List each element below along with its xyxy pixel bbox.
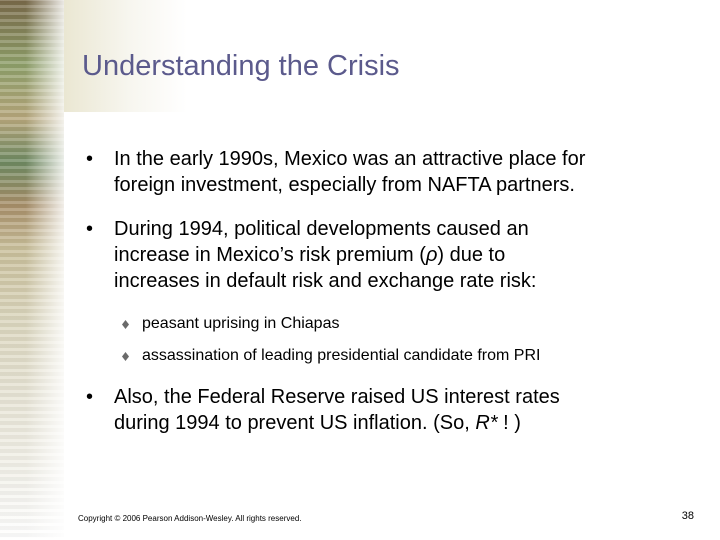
bullet-text — [114, 216, 694, 294]
bullet-text — [114, 384, 694, 436]
bullet-marker: • — [86, 218, 94, 240]
bullet-line-part: during 1994 to prevent US inflation. (So, — [114, 412, 476, 434]
bullet-line-with-variable — [114, 410, 694, 436]
bullet-marker: • — [86, 148, 94, 170]
bullet-line: Also, the Federal Reserve raised US interest rates — [114, 386, 560, 408]
rho-symbol: ρ — [425, 244, 438, 266]
bullet-text — [114, 146, 694, 198]
page-number: 38 — [681, 510, 694, 522]
bullet-item — [86, 146, 706, 198]
bullet-line: In the early 1990s, Mexico was an attractive place for — [114, 148, 586, 170]
bullet-line: increases in default risk and exchange rate risk: — [114, 270, 537, 292]
r-star-variable: R* — [475, 412, 498, 434]
sub-bullet-text: assassination of leading presidential candidate from PRI — [142, 347, 541, 364]
diamond-icon — [122, 320, 129, 329]
bullet-line: foreign investment, especially from NAFTA partners. — [114, 174, 575, 196]
bullet-line-part: ) due to — [437, 244, 506, 266]
bullet-line: During 1994, political developments caused an — [114, 218, 529, 240]
slide-title: Understanding the Crisis — [82, 50, 400, 82]
bullet-line-part: increase in Mexico’s risk premium ( — [114, 244, 426, 266]
bullet-item — [86, 216, 706, 294]
copyright-footer: Copyright © 2006 Pearson Addison-Wesley. All rights reserved. — [78, 514, 302, 523]
bullet-line-part: ! ) — [497, 412, 521, 434]
diamond-icon — [122, 352, 129, 361]
sub-bullet-text: peasant uprising in Chiapas — [142, 315, 340, 332]
bullet-line-with-symbol — [114, 242, 694, 268]
decorative-side-image — [0, 0, 64, 540]
bullet-item — [86, 384, 706, 436]
bullet-marker: • — [86, 386, 94, 408]
